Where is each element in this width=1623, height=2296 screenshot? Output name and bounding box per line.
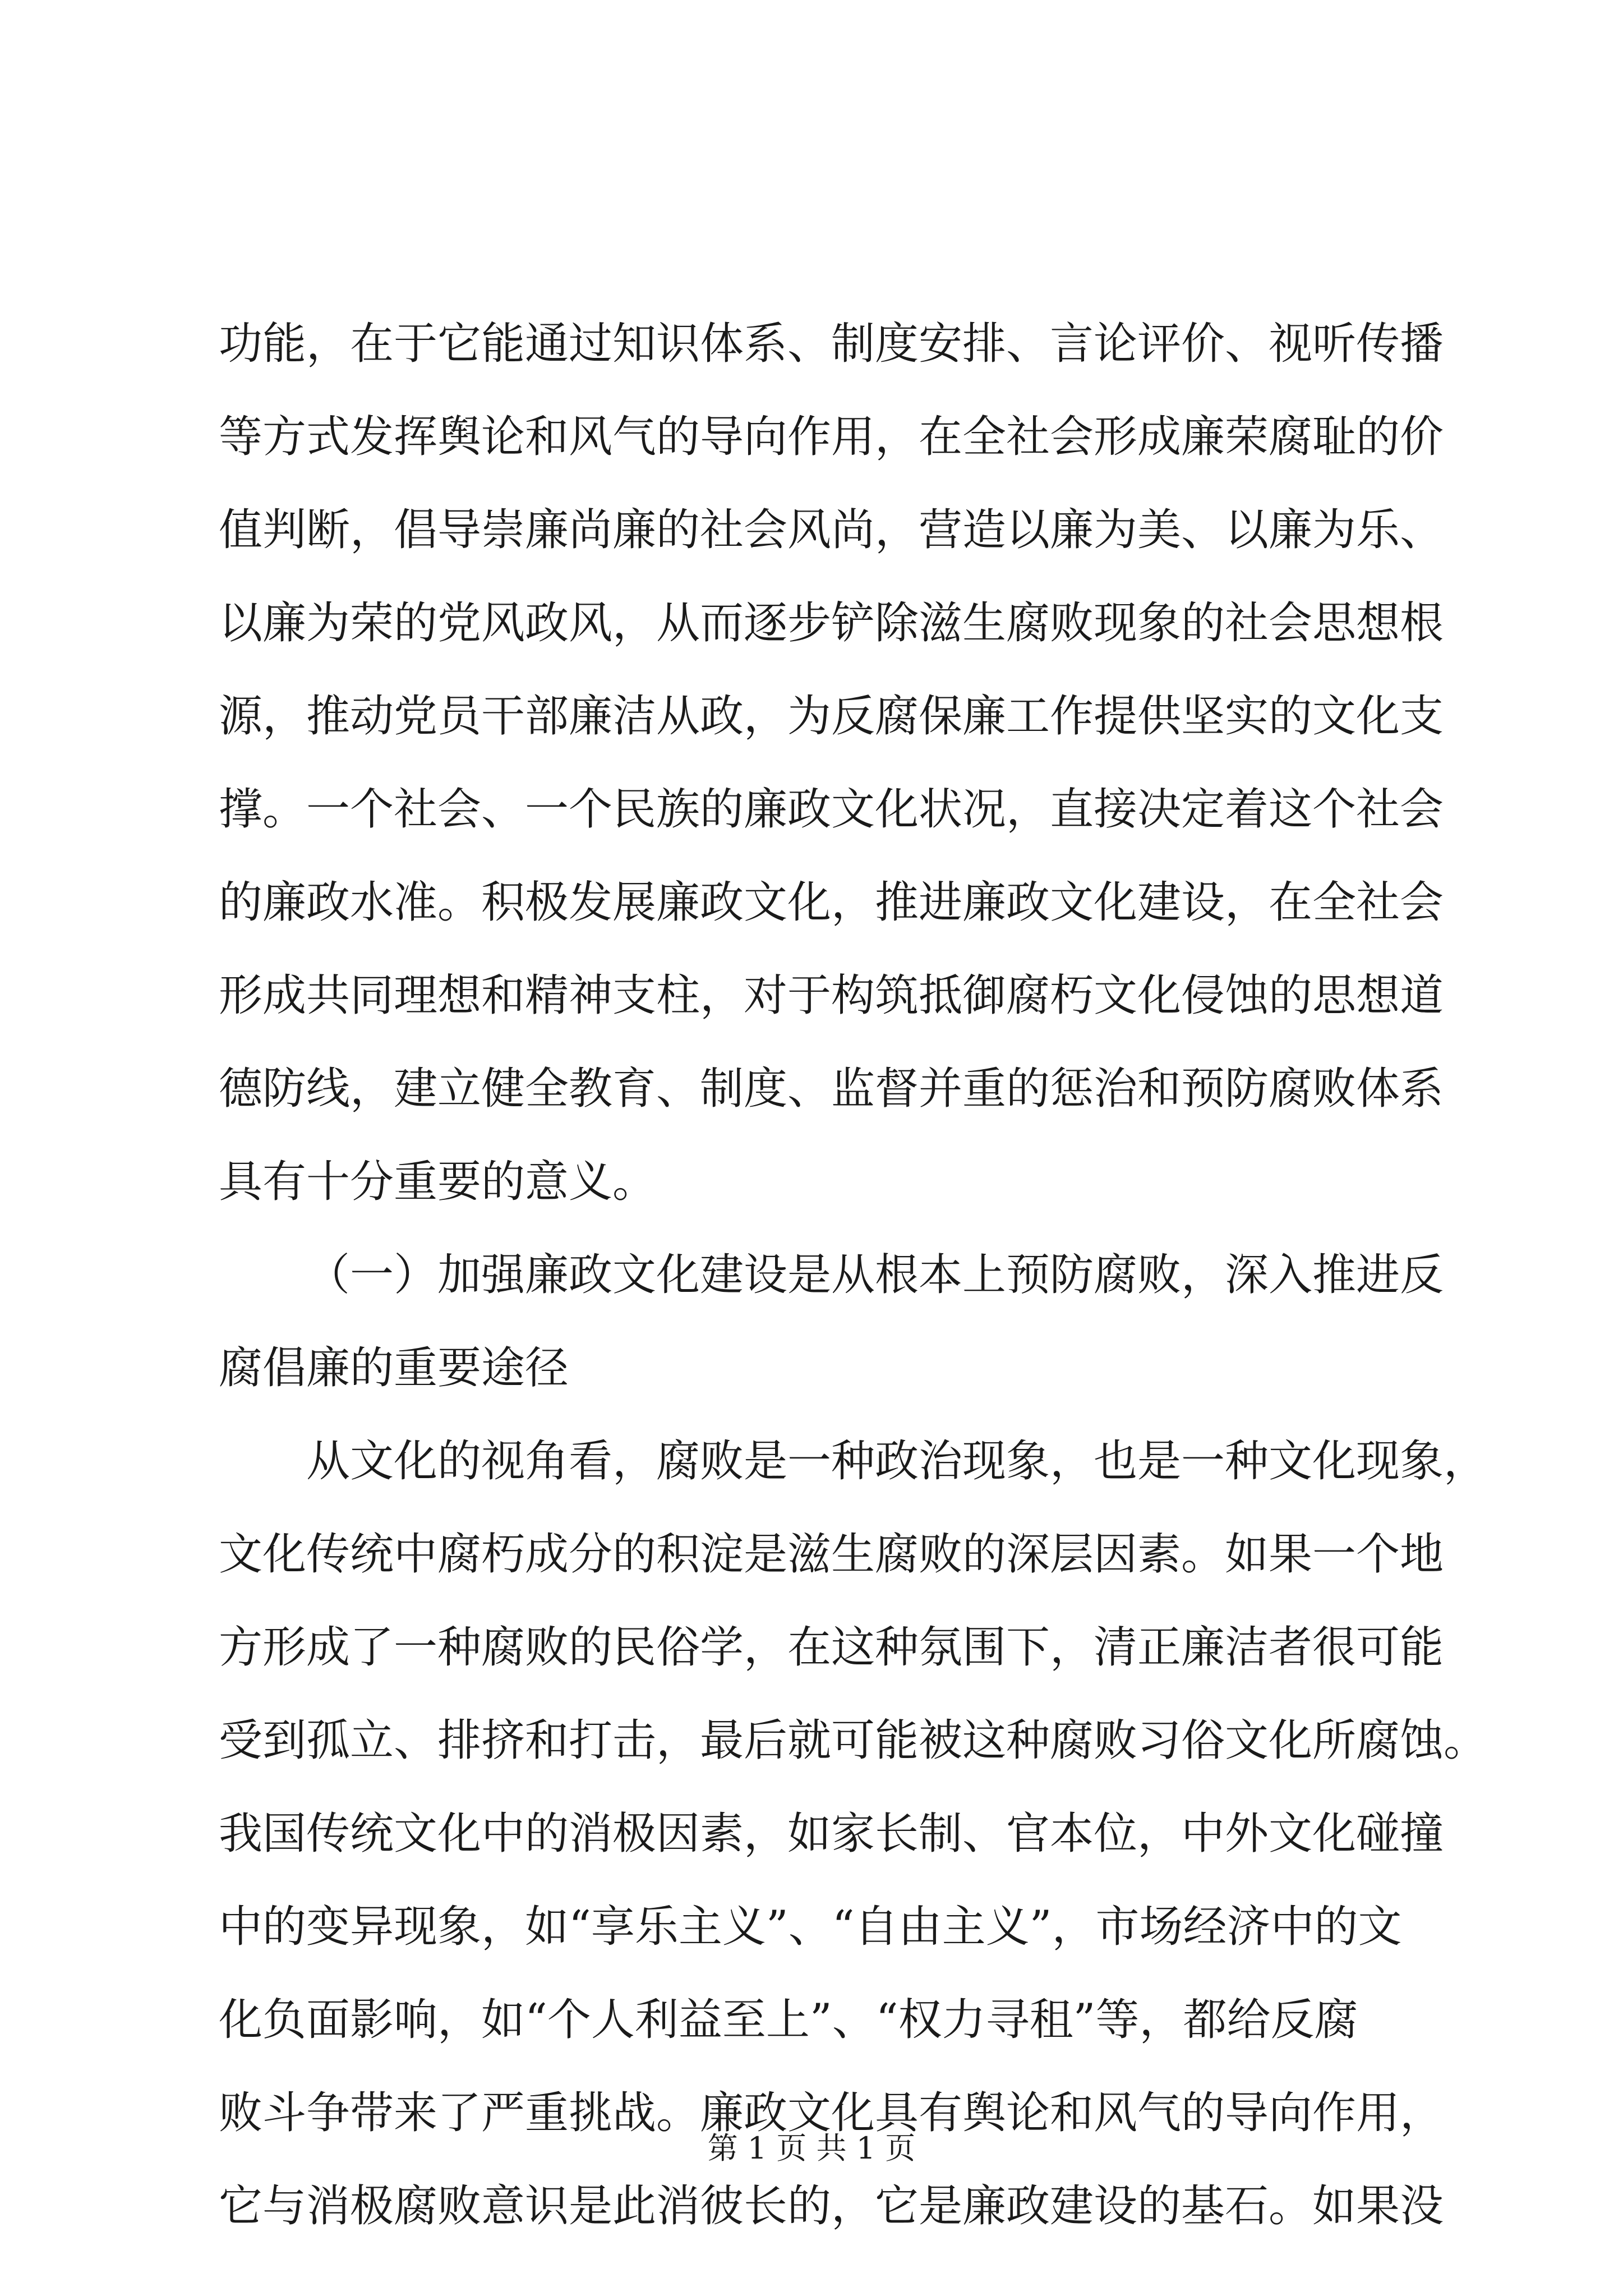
body-line: 从文化的视角看，腐败是一种政治现象，也是一种文化现象， [306, 1436, 1488, 1487]
body-line: 源，推动党员干部廉洁从政，为反腐保廉工作提供坚实的文化支 [219, 691, 1444, 742]
body-line: 德防线，建立健全教育、制度、监督并重的惩治和预防腐败体系 [219, 1064, 1444, 1114]
body-line: 受到孤立、排挤和打击，最后就可能被这种腐败习俗文化所腐蚀。 [219, 1715, 1488, 1766]
body-line: 它与消极腐败意识是此消彼长的，它是廉政建设的基石。如果没 [219, 2181, 1444, 2231]
document-body [219, 297, 1488, 2253]
body-line: 中的变异现象，如“享乐主义”、“自由主义”，市场经济中的文 [219, 1902, 1402, 1952]
body-line: 我国传统文化中的消极因素，如家长制、官本位，中外文化碰撞 [219, 1809, 1444, 1859]
body-line: 方形成了一种腐败的民俗学，在这种氛围下，清正廉洁者很可能 [219, 1622, 1444, 1673]
body-line: 以廉为荣的党风政风，从而逐步铲除滋生腐败现象的社会思想根 [219, 598, 1444, 648]
body-line: 具有十分重要的意义。 [219, 1157, 657, 1207]
section-heading-line: 腐倡廉的重要途径 [219, 1343, 569, 1393]
page-footer: 第 1 页 共 1 页 [707, 2131, 916, 2166]
body-line: 形成共同理想和精神支柱，对于构筑抵御腐朽文化侵蚀的思想道 [219, 970, 1444, 1021]
body-line: 等方式发挥舆论和风气的导向作用，在全社会形成廉荣腐耻的价 [219, 412, 1444, 462]
body-line: 文化传统中腐朽成分的积淀是滋生腐败的深层因素。如果一个地 [219, 1529, 1444, 1580]
body-line: 功能，在于它能通过知识体系、制度安排、言论评价、视听传播 [219, 319, 1444, 369]
section-heading-line: （一）加强廉政文化建设是从根本上预防腐败，深入推进反 [306, 1250, 1444, 1300]
body-line: 败斗争带来了严重挑战。廉政文化具有舆论和风气的导向作用， [219, 2088, 1444, 2138]
body-line: 的廉政水准。积极发展廉政文化，推进廉政文化建设，在全社会 [219, 877, 1444, 928]
body-line: 化负面影响，如“个人利益至上”、“权力寻租”等，都给反腐 [219, 1995, 1358, 2045]
body-line: 值判断，倡导崇廉尚廉的社会风尚，营造以廉为美、以廉为乐、 [219, 505, 1444, 555]
body-line: 撑。一个社会、一个民族的廉政文化状况，直接决定着这个社会 [219, 784, 1444, 835]
